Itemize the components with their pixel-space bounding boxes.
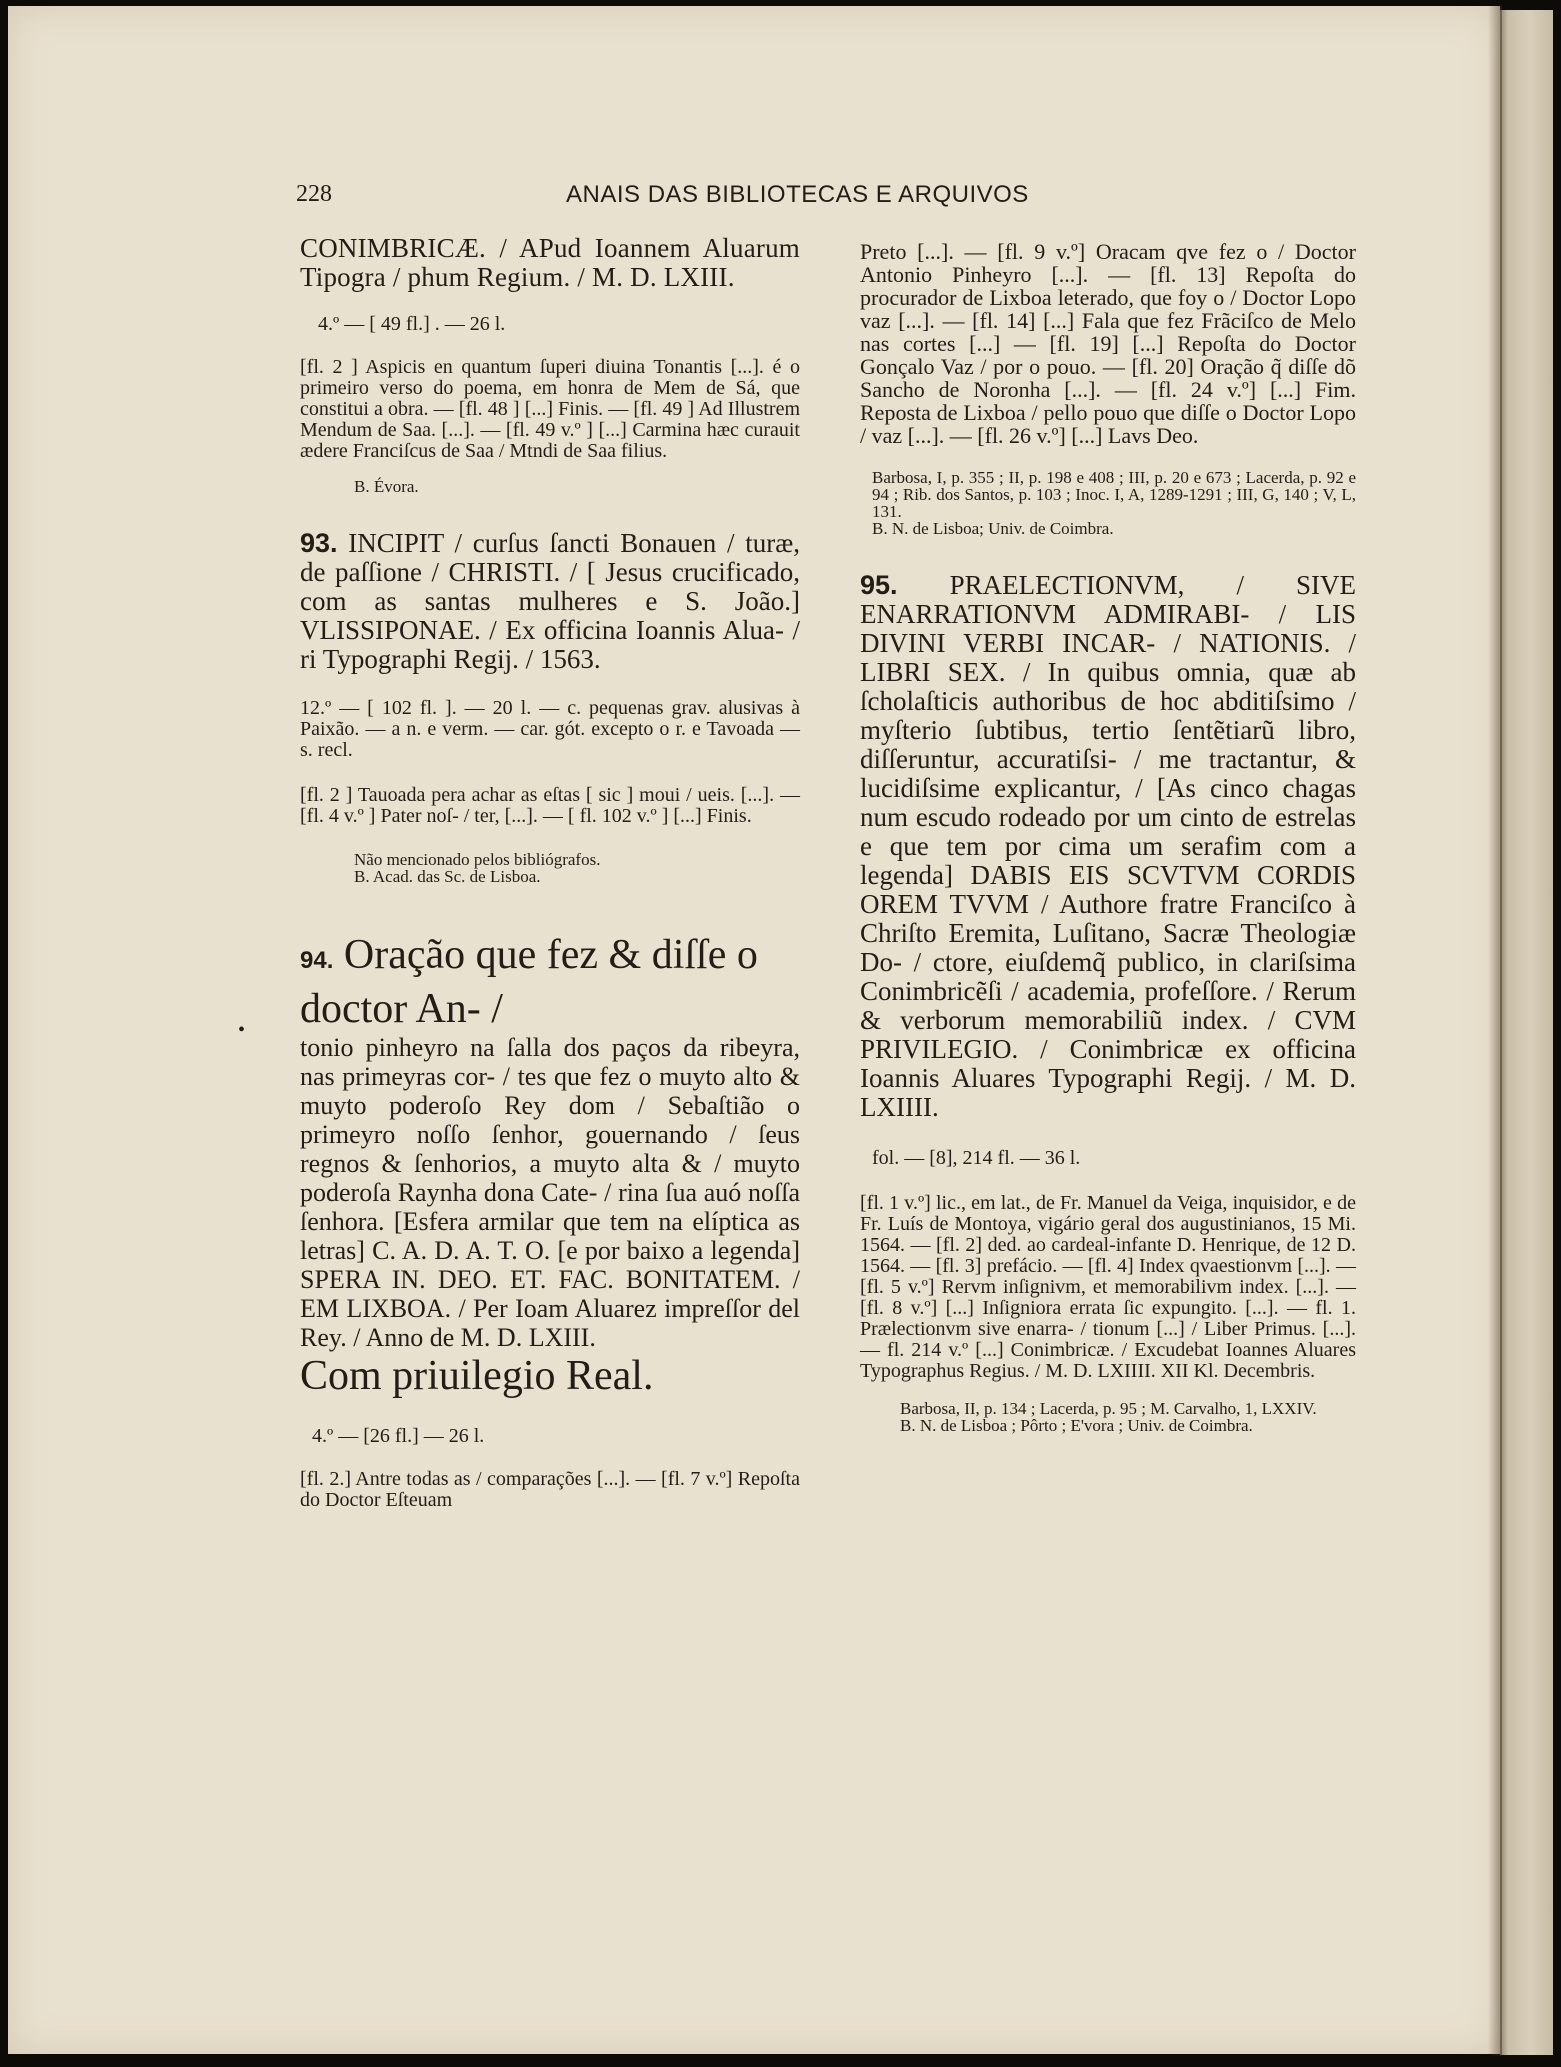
entry-94-title-body: tonio pinheyro na ſalla dos paços da ribeyra, nas primeyras cor- / tes que fez o muyto alto & muyto poderoſo Rey dom / Sebaſtião o primeyro noſſo ſenhor, gouernando / ſeus regnos & ſenhorios, a muyto alta & / muyto poderoſa Raynha dona Cate- / rina ſua auó noſſa ſenhora. [Esfera armilar que tem na elíptica as letras] C. A. D. A. T. O. [e por baixo a legenda] SPERA IN. DEO. ET. FAC. BONITATEM. / EM LIXBOA. / Per Ioam Aluarez impreſſor del Rey. / Anno de M. D. LXIII. [300, 1033, 800, 1352]
entry-93 [300, 529, 800, 885]
journal-title: ANAIS DAS BIBLIOTECAS E ARQUIVOS [566, 181, 1029, 208]
entry-93-content: [fl. 2 ] Tauoada pera achar as eſtas [ sic ] moui / ueis. [...]. — [fl. 4 v.º ] Pater noſ- / ter, [...]. — [ fl. 102 v.º ] [...] Finis. [300, 784, 800, 827]
entry-number: 93. [300, 528, 338, 558]
entry-93-format: 12.º — [ 102 fl. ]. — 20 l. — c. pequenas grav. alusivas à Paixão. — a n. e verm. — car. gót. excepto o r. e Tavoada — s. recl. [300, 697, 800, 761]
gutter-shadow [1488, 6, 1502, 2056]
entry-92-imprint: CONIMBRICÆ. / APud Ioannem Aluarum Tipogra / phum Regium. / M. D. LXIII. [300, 233, 800, 292]
entry-95-format: fol. — [8], 214 fl. — 36 l. [872, 1147, 1081, 1169]
entry-95-holdings: B. N. de Lisboa ; Pôrto ; E'vora ; Univ. de Coimbra. [900, 1416, 1253, 1435]
entry-92-format: 4.º — [ 49 fl.] . — 26 l. [318, 313, 506, 335]
entry-95-description [860, 571, 1356, 1122]
entry-92-holdings: B. Évora. [354, 477, 419, 496]
entry-94-references: Barbosa, I, p. 355 ; II, p. 198 e 408 ; III, p. 20 e 673 ; Lacerda, p. 92 e 94 ; Rib. dos Santos, p. 103 ; Inoc. I, A, 1289-1291 ; III, G, 140 ; V, L, 131. [872, 468, 1356, 521]
right-column [860, 240, 1356, 1434]
page-number: 228 [296, 181, 332, 207]
entry-92-content: [fl. 2 ] Aspicis en quantum ſuperi diuina Tonantis [...]. é o primeiro verso do poema, em honra de Mem de Sá, que constitui a obra. — [fl. 48 ] [...] Finis. — [fl. 49 ] Ad Illustrem Mendum de Saa. [...]. — [fl. 49 v.º ] [...] Carmina hæc curauit ædere Franciſcus de Saa / Mtndi de Saa filius. [300, 356, 800, 462]
entry-94-title-opening: Oração que fez & diſſe o doctor An- / [300, 932, 758, 1032]
entry-95-content: [fl. 1 v.º] lic., em lat., de Fr. Manuel da Veiga, inquisidor, e de Fr. Luís de Montoya, vigário geral dos augustinianos, 15 Mi. 1564. — [fl. 2] ded. ao cardeal-infante D. Henrique, de 12 D. 1564. — [fl. 3] prefácio. — [fl. 4] Index qvaestionvm [...]. — [fl. 5 v.º] Rervm inſignivm, et memorabilivm index. [...]. — [fl. 8 v.º] [...] Inſigniora errata ſic expungito. [...]. — fl. 1. Prælectionvm sive enarra- / tionum [...] / Liber Primus. [...]. — fl. 214 v.º [...] Conimbricæ. / Excudebat Ioannes Aluares Typographus Regius. / M. D. LXIIII. XII Kl. Decembris. [860, 1192, 1356, 1382]
left-column [300, 234, 800, 1511]
entry-number: 95. [860, 570, 898, 600]
entry-95-title: PRAELECTIONVM, / SIVE ENARRATIONVM ADMIRABI- / LIS DIVINI VERBI INCAR- / NATIONIS. / LIBRI SEX. / In quibus omnia, quæ ab ſcholaſticis authoribus de hoc abditiſsimo / myſterio ſubtibus, tertio ſentẽtiarũ libro, diſſeruntur, accuratiſsi- / me tractantur, & lucidiſsime explicantur, / [As cinco chagas num escudo rodeado por um cinto de estrelas e que tem por cima um serafim com a legenda] DABIS EIS SCVTVM CORDIS OREM TVVM / Authore fratre Franciſco à Chriſto Eremita, Luſitano, Sacræ Theologiæ Do- / ctore, eiuſdemq̃ publico, in clariſsima Conimbricẽſi / academia, profeſſore. / Rerum & verborum memorabiliũ index. / CVM PRIVILEGIO. / Conimbricæ ex officina Ioannis Aluares Typographi Regij. / M. D. LXIIII. [860, 570, 1357, 1122]
entry-95 [860, 571, 1356, 1434]
entry-94-holdings: B. N. de Lisboa; Univ. de Coimbra. [872, 519, 1114, 538]
entry-94-content-continued: Preto [...]. — [fl. 9 v.º] Oracam qve fez o / Doctor Antonio Pinheyro [...]. — [fl. 13] Repoſta do procurador de Lixboa leterado, que foy o / Doctor Lopo vaz [...]. — [fl. 14] [...] Fala que fez Frãciſco de Melo nas cortes [...] — [fl. 19] [...] Repoſta do Doctor Gonçalo Vaz / por o pouo. — [fl. 20] Oração q̃ diſſe dõ Sancho de Noronha [...]. — [fl. 24 v.º] [...] Fim. Reposta de Lixboa / pello pouo que diſſe o Doctor Lopo / vaz [...]. — [fl. 26 v.º] [...] Lavs Deo. [860, 239, 1356, 448]
facing-page-edge [1500, 10, 1553, 2055]
book-page [8, 6, 1500, 2054]
entry-94-content: [fl. 2.] Antre todas as / comparações [...]. — [fl. 7 v.º] Repoſta do Doctor Eſteuam [300, 1468, 800, 1511]
entry-93-description [300, 529, 800, 674]
entry-94 [300, 931, 800, 1511]
entry-95-references: Barbosa, II, p. 134 ; Lacerda, p. 95 ; M. Carvalho, 1, LXXIV. [900, 1399, 1317, 1418]
entry-94-title-large [300, 931, 800, 1033]
entry-number: 94. [300, 947, 334, 974]
entry-93-note: Não mencionado pelos bibliógrafos. [354, 850, 601, 869]
entry-94-format: 4.º — [26 fl.] — 26 l. [312, 1425, 485, 1447]
running-head [8, 181, 1188, 221]
stray-dot: • [238, 1019, 246, 1041]
entry-93-title: INCIPIT / curſus ſancti Bonauen / turæ, de paſſione / CHRISTI. / [ Jesus crucificado, com as santas mulheres e S. João.] VLISSIPONAE. / Ex officina Ioannis Alua- / ri Typographi Regij. / 1563. [300, 528, 800, 674]
entry-94-title-closing: Com priuilegio Real. [300, 1353, 654, 1399]
entry-93-holdings: B. Acad. das Sc. de Lisboa. [354, 867, 541, 886]
